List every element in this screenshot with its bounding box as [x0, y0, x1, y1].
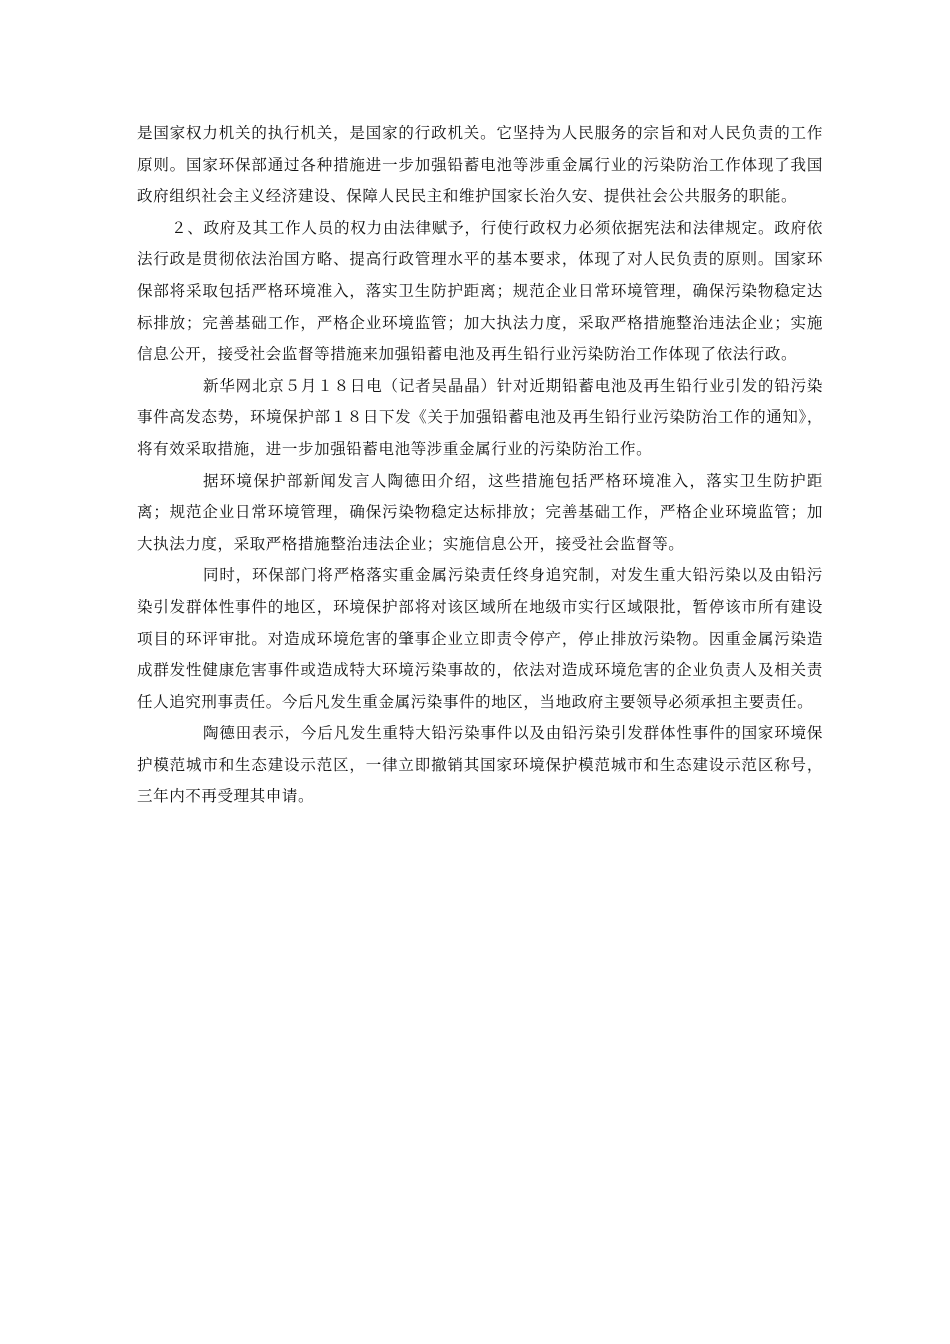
paragraph-3: 新华网北京５月１８日电（记者吴晶晶）针对近期铅蓄电池及再生铅行业引发的铅污染事件高发态势，环境保护部１８日下发《关于加强铅蓄电池及再生铅行业污染防治工作的通知》，将有效采取措施，进一步加强铅蓄电池等涉重金属行业的污染防治工作。: [137, 376, 823, 458]
paragraph-2: ２、政府及其工作人员的权力由法律赋予，行使行政权力必须依据宪法和法律规定。政府依法行政是贯彻依法治国方略、提高行政管理水平的基本要求，体现了对人民负责的原则。国家环保部将采取包括严格环境准入，落实卫生防护距离；规范企业日常环境管理，确保污染物稳定达标排放；完善基础工作，严格企业环境监管；加大执法力度，采取严格措施整治违法企业；实施信息公开，接受社会监督等措施来加强铅蓄电池及再生铅行业污染防治工作体现了依法行政。: [137, 218, 823, 364]
paragraph-6: 陶德田表示，今后凡发生重特大铅污染事件以及由铅污染引发群体性事件的国家环境保护模范城市和生态建设示范区，一律立即撤销其国家环境保护模范城市和生态建设示范区称号，三年内不再受理其申请。: [137, 724, 823, 806]
document-body: [137, 118, 823, 813]
paragraph-4: 据环境保护部新闻发言人陶德田介绍，这些措施包括严格环境准入，落实卫生防护距离；规范企业日常环境管理，确保污染物稳定达标排放；完善基础工作，严格企业环境监管；加大执法力度，采取严格措施整治违法企业；实施信息公开，接受社会监督等。: [137, 471, 823, 553]
paragraph-5: 同时，环保部门将严格落实重金属污染责任终身追究制，对发生重大铅污染以及由铅污染引发群体性事件的地区，环境保护部将对该区域所在地级市实行区域限批，暂停该市所有建设项目的环评审批。对造成环境危害的肇事企业立即责令停产，停止排放污染物。因重金属污染造成群发性健康危害事件或造成特大环境污染事故的，依法对造成环境危害的企业负责人及相关责任人追究刑事责任。今后凡发生重金属污染事件的地区，当地政府主要领导必须承担主要责任。: [137, 566, 823, 711]
paragraph-1: 是国家权力机关的执行机关，是国家的行政机关。它坚持为人民服务的宗旨和对人民负责的工作原则。国家环保部通过各种措施进一步加强铅蓄电池等涉重金属行业的污染防治工作体现了我国政府组织社会主义经济建设、保障人民民主和维护国家长治久安、提供社会公共服务的职能。: [137, 124, 823, 206]
